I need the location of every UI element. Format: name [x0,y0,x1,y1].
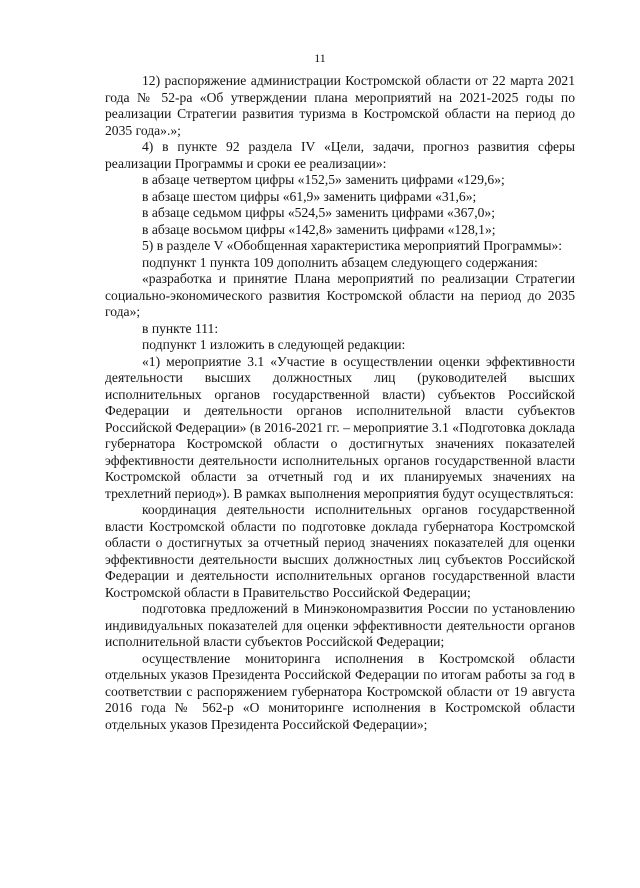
paragraph-coordination: координация деятельности исполнительных органов государственной власти Костромской области по подготовке доклада губернатора Костромской области о достигнутых за отчетный период значениях показателей для оценки эффективности деятельности высших должностных лиц субъектов Российской Федерации и деятельности исполнительных органов государственной власти Костромской области в Правительство Российской Федерации; [105,502,575,600]
paragraph-plan-development: «разработка и принятие Плана мероприятий по реализации Стратегии социально-экономического развития Костромской области на период до 2035 года»; [105,271,575,319]
paragraph-item-12: 12) распоряжение администрации Костромской области от 22 марта 2021 года № 52-ра «Об утверждении плана мероприятий на 2021-2025 годы по реализации Стратегии развития туризма в Костромской области на период до 2035 года».»; [105,73,575,138]
paragraph-subpoint-109: подпункт 1 пункта 109 дополнить абзацем следующего содержания: [142,254,538,270]
paragraph-proposals: подготовка предложений в Минэкономразвития России по установлению индивидуальных показателей для оценки эффективности деятельности органов исполнительной власти субъектов Российской Федерации; [105,601,575,649]
paragraph-point-111: в пункте 111: [142,320,219,336]
page-number: 11 [314,51,326,65]
paragraph-point-4: 4) в пункте 92 раздела IV «Цели, задачи, прогноз развития сферы реализации Программы и сроки ее реализации»: [105,139,575,171]
paragraph-point-5: 5) в разделе V «Обобщенная характеристика мероприятий Программы»: [142,238,563,253]
paragraph-subpoint-1: подпункт 1 изложить в следующей редакции: [142,337,406,352]
paragraph-abzac-4: в абзаце четвертом цифры «152,5» заменить цифрами «129,6»; [142,172,505,187]
paragraph-measure-3-1: «1) мероприятие 3.1 «Участие в осуществлении оценки эффективности деятельности высших должностных лиц (руководителей высших исполнительных органов государственной власти) субъектов Российской Федерации и деятельности органов исполнительной власти субъектов Российской Федерации» (в 2016-2021 гг. – мероприятие 3.1 «Подготовка доклада губернатора Костромской области о достигнутых значениях показателей эффективности деятельности исполнительных органов государственной власти Костромской области за отчетный год и их планируемых значениях на трехлетний период»). В рамках выполнения мероприятия будут осуществляться: [105,353,575,501]
paragraph-monitoring: осуществление мониторинга исполнения в Костромской области отдельных указов Президента Российской Федерации по итогам работы за год в соответствии с распоряжением губернатора Костромской области от 19 августа 2016 года № 562-р «О мониторинге исполнения в Костромской области отдельных указов Президента Российской Федерации»; [105,650,575,732]
paragraph-abzac-6: в абзаце шестом цифры «61,9» заменить цифрами «31,6»; [142,188,477,204]
paragraph-abzac-7: в абзаце седьмом цифры «524,5» заменить цифрами «367,0»; [142,205,495,220]
document-body [105,73,575,733]
paragraph-abzac-8: в абзаце восьмом цифры «142,8» заменить цифрами «128,1»; [142,221,496,237]
